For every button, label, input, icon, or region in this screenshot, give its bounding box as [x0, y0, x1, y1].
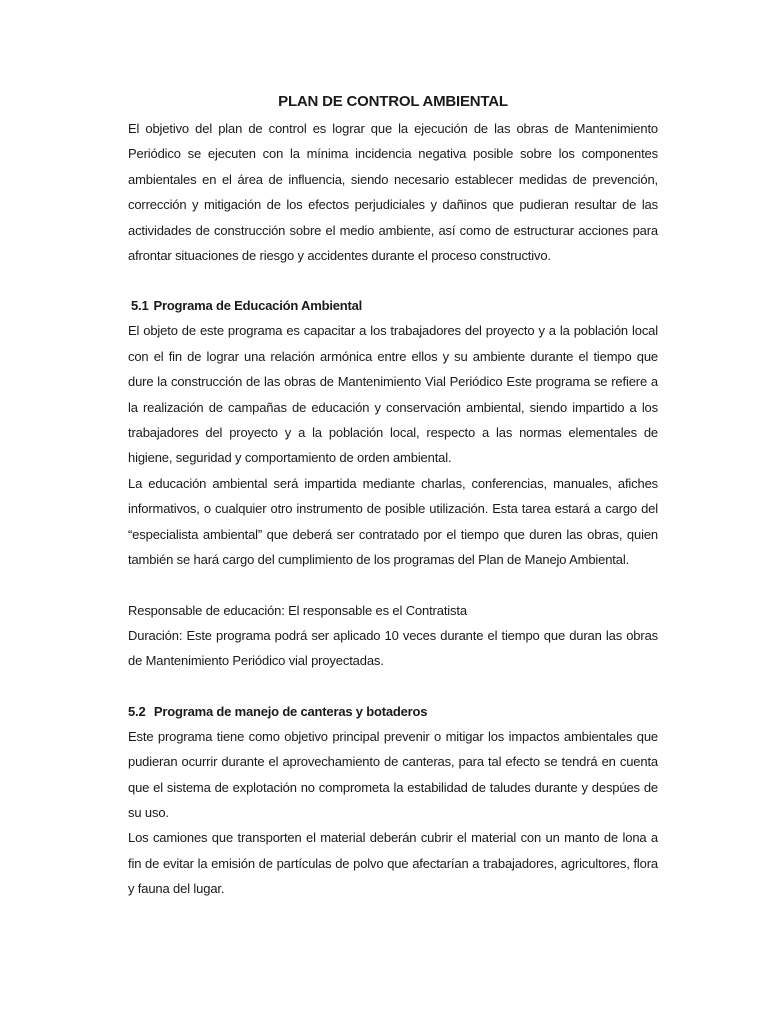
- section-title: Programa de manejo de canteras y botaderos: [153, 703, 428, 719]
- section-title: Programa de Educación Ambiental: [153, 298, 363, 314]
- responsible-text: Responsable de educación: El responsable es el Contratista: [128, 602, 467, 618]
- document-title: PLAN DE CONTROL AMBIENTAL: [278, 93, 508, 110]
- section-heading-5-2: [128, 699, 658, 724]
- spacer: [128, 674, 658, 699]
- section-5-1-paragraph-2: La educación ambiental será impartida mediante charlas, conferencias, manuales, afiches informativos, o cualquier otro instrumento de posible utilización. Esta tarea estará a cargo del “especialista ambiental” que deberá ser contratado por el tiempo que duren las obras, quien también se hará cargo del cumplimiento de los programas del Plan de Manejo Ambiental.: [128, 475, 658, 568]
- spacer: [128, 573, 658, 598]
- section-number: 5.2: [128, 703, 146, 719]
- document-page: [128, 92, 658, 902]
- section-5-2-paragraph-1: Este programa tiene como objetivo principal prevenir o mitigar los impactos ambientales que pudieran ocurrir durante el aprovechamiento de canteras, para tal efecto se tendrá en cuenta que el sistema de explotación no comprometa la estabilidad de taludes durante y despúes de su uso.: [128, 728, 658, 820]
- section-number: 5.1: [131, 298, 149, 314]
- duration-text: Duración: Este programa podrá ser aplicado 10 veces durante el tiempo que duran las obras de Mantenimiento Periódico vial proyectadas.: [128, 627, 658, 669]
- section-heading-5-1: [128, 293, 658, 318]
- intro-paragraph: El objetivo del plan de control es lograr que la ejecución de las obras de Mantenimiento Periódico se ejecuten con la mínima incidencia negativa posible sobre los componentes ambientales en el área de influencia, siendo necesario establecer medidas de prevención, corrección y mitigación de los efectos perjudiciales y dañinos que pudieran resultar de las actividades de construcción sobre el medio ambiente, así como de estructurar acciones para afrontar situaciones de riesgo y accidentes durante el proceso constructivo.: [128, 121, 658, 264]
- spacer: [128, 268, 658, 293]
- section-5-1-paragraph-1: El objeto de este programa es capacitar a los trabajadores del proyecto y a la población local con el fin de lograr una relación armónica entre ellos y su ambiente durante el tiempo que dure la construcción de las obras de Mantenimiento Vial Periódico Este programa se refiere a la realización de campañas de educación y conservación ambiental, siendo impartido a los trabajadores del proyecto y a la población local, respecto a las normas elementales de higiene, seguridad y comportamiento de orden ambiental.: [128, 323, 658, 466]
- section-5-2-paragraph-2: Los camiones que transporten el material deberán cubrir el material con un manto de lona a fin de evitar la emisión de partículas de polvo que afectarían a trabajadores, agricultores, flora y fauna del lugar.: [128, 830, 658, 897]
